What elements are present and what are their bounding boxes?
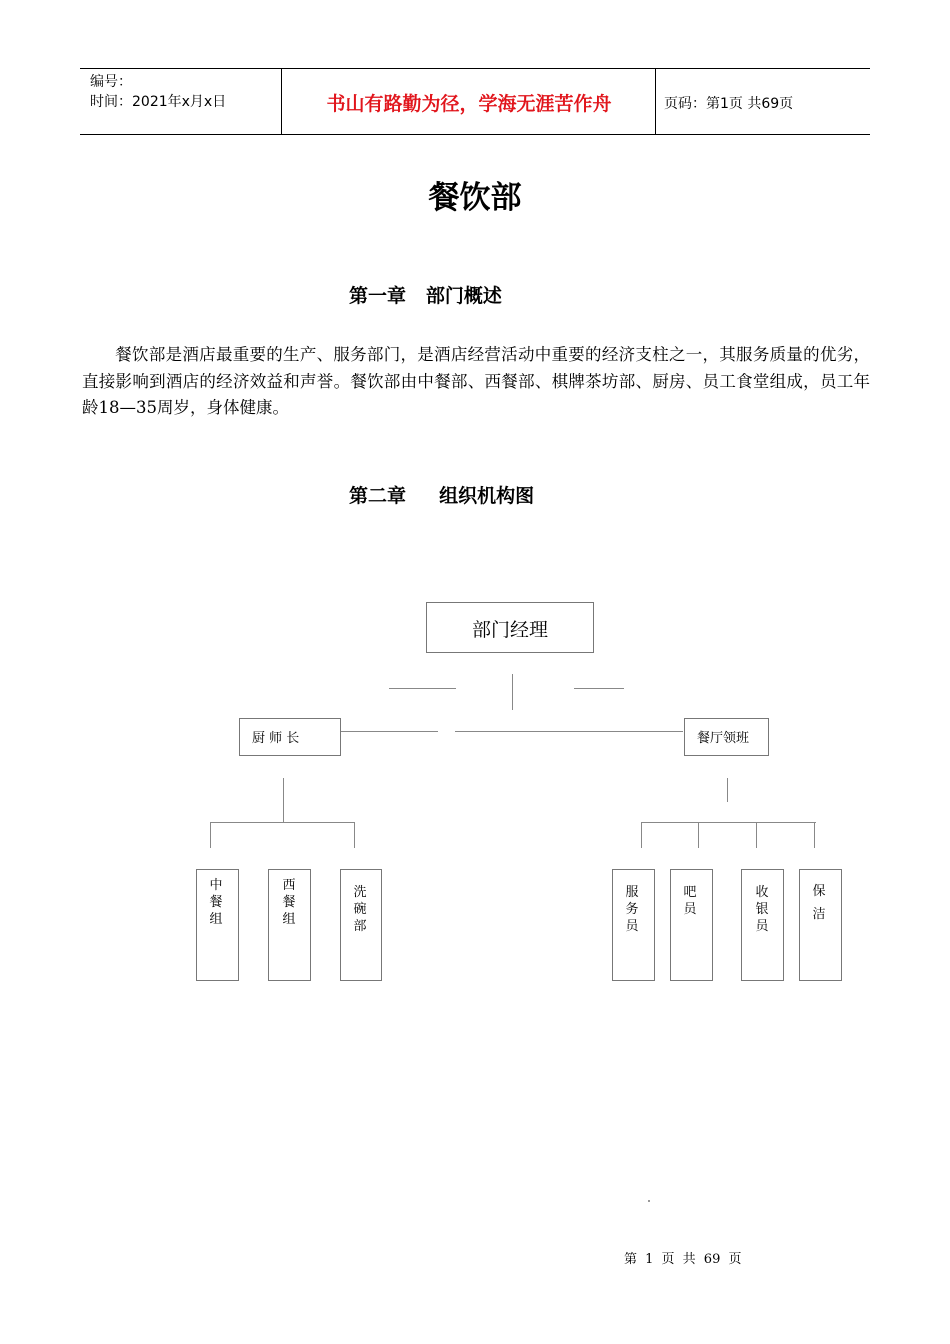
connector-line: [641, 822, 816, 823]
org-node-chinese-kitchen: [196, 869, 239, 981]
connector-line: [210, 822, 355, 823]
stray-mark: [648, 1200, 650, 1202]
org-node-western-kitchen: [268, 869, 311, 981]
number-label: 编号：: [90, 74, 132, 90]
org-node-chef-label: 厨 师 长: [252, 731, 300, 746]
connector-line: [455, 731, 683, 732]
org-node-label: 洗碗部: [353, 885, 367, 934]
org-node-chef: [239, 718, 341, 756]
org-node-label: 中餐组: [209, 878, 223, 927]
connector-line: [574, 688, 624, 689]
header-divider: [281, 69, 282, 134]
org-node-waiter: [612, 869, 655, 981]
org-node-root-label: 部门经理: [471, 619, 548, 641]
time-label: 时间：2021年x月x日: [90, 94, 227, 110]
org-node-label: 吧 员: [683, 885, 697, 917]
connector-line: [341, 731, 438, 732]
connector-line: [727, 778, 728, 802]
org-node-restaurant-lead: [684, 718, 769, 756]
header-divider: [655, 69, 656, 134]
connector-line: [641, 822, 642, 848]
page-title: 餐饮部: [428, 180, 522, 216]
org-node-bar-staff: [670, 869, 713, 981]
connector-line: [814, 822, 815, 848]
page-footer: 第 1 页 共 69 页: [624, 1252, 742, 1267]
chapter-1-text: 餐饮部是酒店最重要的生产、服务部门，是酒店经营活动中重要的经济支柱之一，其服务质量的优劣，直接影响到酒店的经济效益和声誉。餐饮部由中餐部、西餐部、棋牌茶坊部、厨房、员工食堂组成，员工年龄18—35周岁，身体健康。: [82, 345, 870, 417]
org-node-cashier: [741, 869, 784, 981]
header-motto: 书山有路勤为径，学海无涯苦作舟: [326, 92, 612, 115]
org-node-label: 西餐组: [282, 878, 296, 927]
connector-line: [354, 822, 355, 848]
org-node-label: 保 洁: [812, 884, 826, 922]
org-node-label: 服务员: [625, 885, 639, 934]
org-node-cleaner: [799, 869, 842, 981]
chapter-1-heading: 第一章 部门概述: [349, 285, 502, 307]
connector-line: [698, 822, 699, 848]
connector-line: [283, 778, 284, 822]
document-header: [80, 68, 870, 135]
org-node-restaurant-lead-label: 餐厅领班: [697, 731, 750, 746]
org-node-label: 收银员: [755, 885, 769, 934]
page-count-label: 页码：第1页 共69页: [664, 96, 794, 112]
connector-line: [210, 822, 211, 848]
chapter-1-paragraph: [82, 342, 870, 422]
org-node-dishwashing: [340, 869, 382, 981]
header-meta: [90, 72, 226, 112]
connector-line: [756, 822, 757, 848]
connector-line: [512, 674, 513, 710]
connector-line: [389, 688, 456, 689]
chapter-2-heading: 第二章 组织机构图: [349, 485, 535, 507]
org-node-root: [426, 602, 594, 653]
